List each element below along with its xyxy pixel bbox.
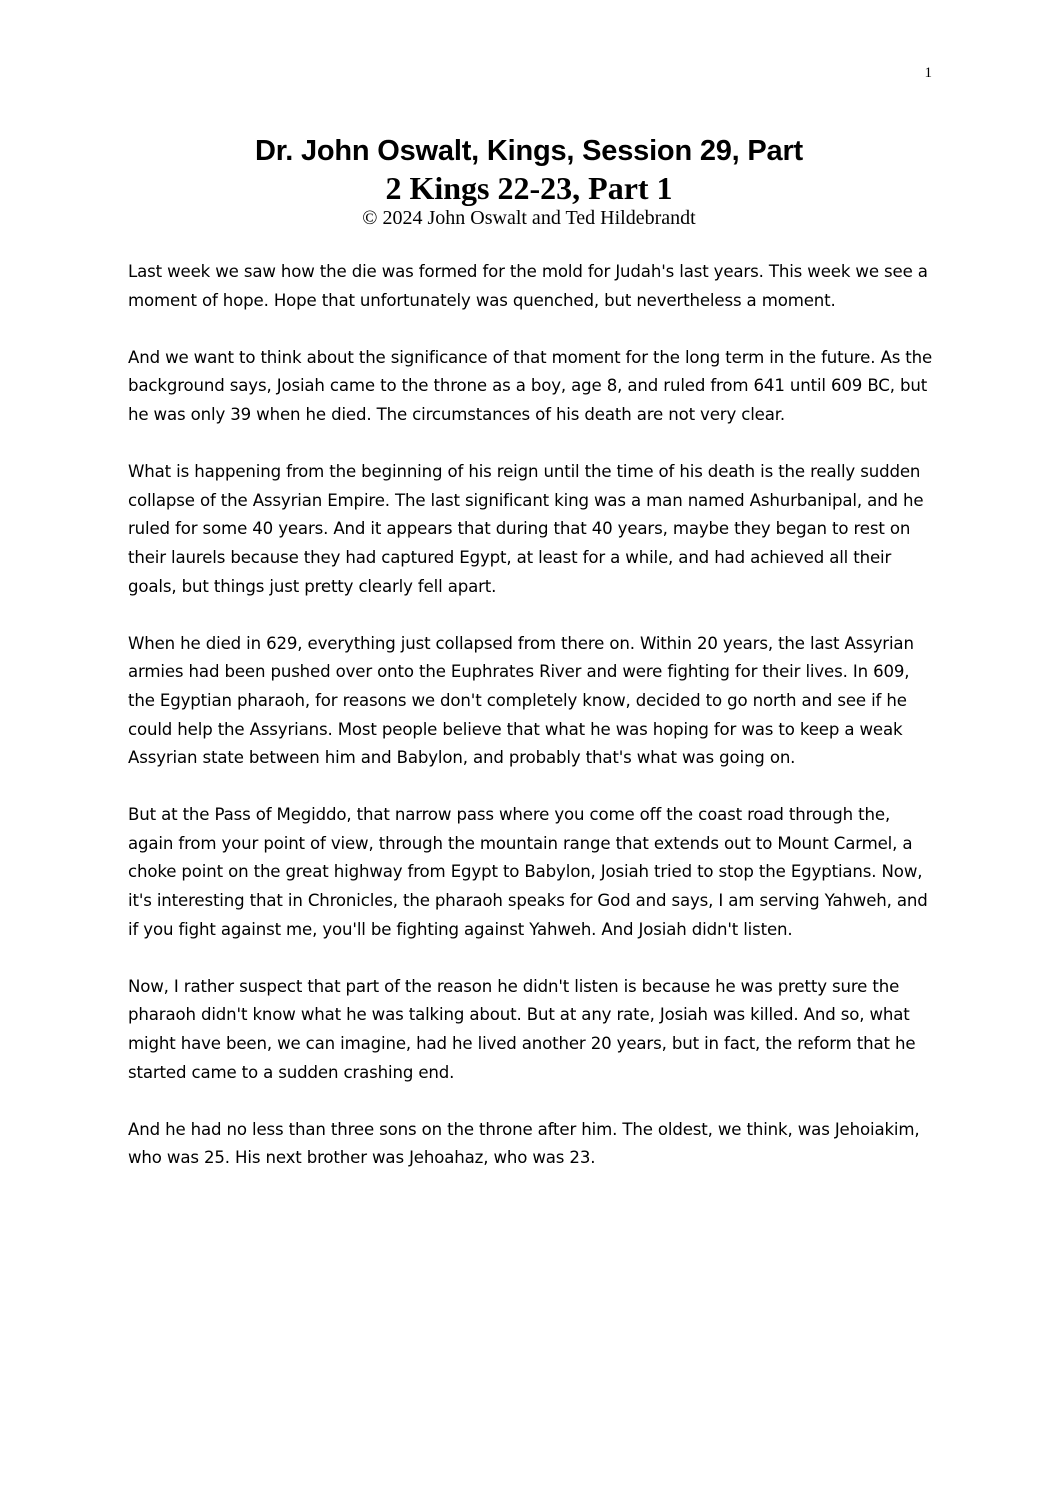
document-header xyxy=(0,133,1058,229)
document-title: Dr. John Oswalt, Kings, Session 29, Part xyxy=(255,135,803,167)
paragraph: What is happening from the beginning of his reign until the time of his death is the really sudden collapse of the Assyrian Empire. The last significant king was a man named Ashurbanipal, and he ruled for some 40 years. And it appears that during that 40 years, maybe they began to rest on their laurels because they had captured Egypt, at least for a while, and had achieved all their goals, but things just pretty clearly fell apart. xyxy=(128,462,924,596)
paragraph: But at the Pass of Megiddo, that narrow pass where you come off the coast road through the, again from your point of view, through the mountain range that extends out to Mount Carmel, a choke point on the great highway from Egypt to Babylon, Josiah tried to stop the Egyptians. Now, it's interesting that in Chronicles, the pharaoh speaks for God and says, I am serving Yahweh, and if you fight against me, you'll be fighting against Yahweh. And Josiah didn't listen. xyxy=(128,805,928,939)
copyright-notice: © 2024 John Oswalt and Ted Hildebrandt xyxy=(362,207,696,229)
paragraph: Last week we saw how the die was formed for the mold for Judah's last years. This week we see a moment of hope. Hope that unfortunately was quenched, but nevertheless a moment. xyxy=(128,262,928,310)
transcript-body xyxy=(128,258,936,1202)
paragraph: And he had no less than three sons on the throne after him. The oldest, we think, was Jehoiakim, who was 25. His next brother was Jehoahaz, who was 23. xyxy=(128,1119,920,1168)
page-number: 1 xyxy=(924,65,932,81)
paragraph: And we want to think about the significance of that moment for the long term in the future. As the background says, Josiah came to the throne as a boy, age 8, and ruled from 641 until 609 BC, but he was only 39 when he died. The circumstances of his death are not very clear. xyxy=(128,347,933,424)
document-subtitle: 2 Kings 22-23, Part 1 xyxy=(385,170,673,206)
paragraph: Now, I rather suspect that part of the reason he didn't listen is because he was pretty sure the pharaoh didn't know what he was talking about. But at any rate, Josiah was killed. And so, what might have been, we can imagine, had he lived another 20 years, but in fact, the reform that he started came to a sudden crashing end. xyxy=(128,976,916,1082)
paragraph: When he died in 629, everything just collapsed from there on. Within 20 years, the last Assyrian armies had been pushed over onto the Euphrates River and were fighting for their lives. In 609, the Egyptian pharaoh, for reasons we don't completely know, decided to go north and see if he could help the Assyrians. Most people believe that what he was hoping for was to keep a weak Assyrian state between him and Babylon, and probably that's what was going on. xyxy=(128,633,914,768)
